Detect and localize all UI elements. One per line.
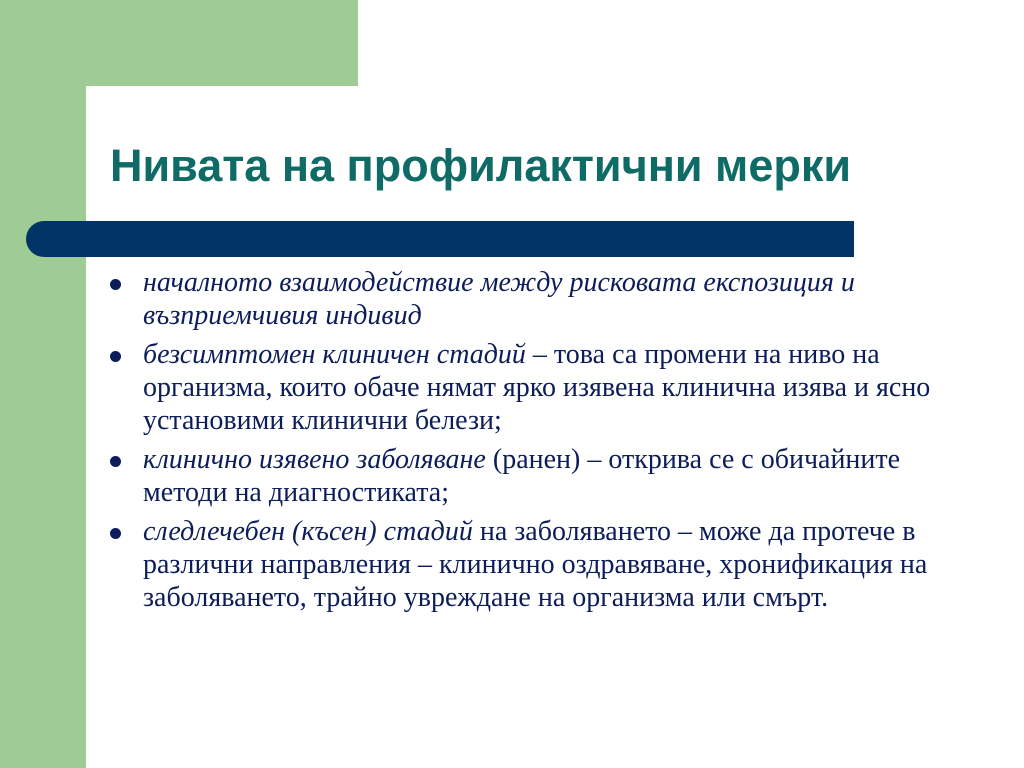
bullet-item bbox=[108, 515, 958, 614]
bullet-item bbox=[108, 443, 958, 509]
bullet-italic-text: клинично изявено заболяване bbox=[143, 444, 486, 475]
bullet-dot-icon bbox=[110, 528, 121, 539]
bullet-italic-text: следлечебен (късен) стадий bbox=[143, 516, 473, 547]
bullet-dot-icon bbox=[110, 351, 121, 362]
bullet-italic-text: безсимптомен клиничен стадий bbox=[143, 339, 526, 370]
title-divider-bar bbox=[26, 221, 854, 257]
bullet-text: на заболяването – може да протече в различни направления – клинично оздравяване, хронификация на заболяването, трайно увреждане на организма или смърт. bbox=[143, 516, 928, 613]
bullet-item bbox=[108, 266, 958, 332]
bullet-dot-icon bbox=[110, 456, 121, 467]
bullet-list bbox=[108, 266, 958, 620]
bullet-italic-text: началното взаимодействие между рисковата експозиция и възприемчивия индивид bbox=[143, 267, 855, 331]
bullet-text: – това са промени на ниво на организма, които обаче нямат ярко изявена клинична изява и ясно установими клинични белези; bbox=[143, 339, 931, 436]
bullet-dot-icon bbox=[110, 279, 121, 290]
bullet-text: (ранен) – открива се с обичайните методи на диагностиката; bbox=[143, 444, 901, 508]
bullet-item bbox=[108, 338, 958, 437]
slide-title: Нивата на профилактични мерки bbox=[110, 140, 852, 191]
green-side-band bbox=[0, 0, 86, 768]
